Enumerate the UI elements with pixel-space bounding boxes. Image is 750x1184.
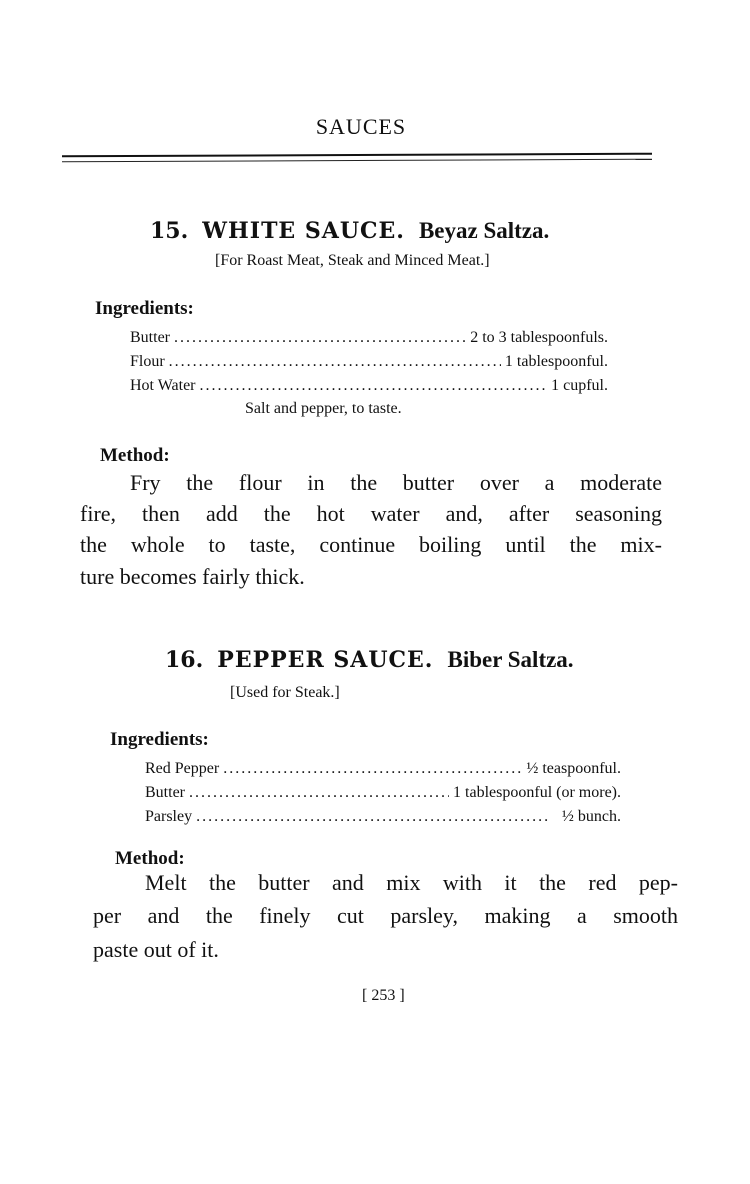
method-line: Melt the butter and mix with it the red pep- [145, 870, 678, 895]
method-label: Method: [100, 445, 170, 466]
dot-leader [169, 353, 501, 371]
ingredient-row [130, 329, 608, 347]
ingredient-name: Butter [130, 329, 170, 346]
dot-leader [189, 784, 449, 802]
ingredients-label: Ingredients: [110, 729, 209, 750]
recipe-turkish-name: Biber Saltza. [447, 647, 574, 672]
recipe-note: [Used for Steak.] [230, 684, 340, 701]
method-line: Fry the flour in the butter over a moderate [130, 470, 662, 495]
recipe-title: WHITE SAUCE. [202, 218, 405, 244]
ingredient-name: Red Pepper [145, 760, 220, 777]
recipe-title: PEPPER SAUCE. [217, 647, 434, 673]
dot-leader [196, 808, 558, 826]
method-line: ture becomes fairly thick. [80, 564, 305, 589]
ingredient-row [145, 760, 621, 778]
recipe-number: 15. [150, 218, 189, 244]
ingredients-label: Ingredients: [95, 298, 194, 319]
method-line: the whole to taste, continue boiling until the mix- [80, 532, 662, 557]
ingredient-row [145, 784, 621, 802]
recipe-heading [165, 647, 574, 673]
header-rule-thin [62, 159, 652, 163]
method-line: per and the finely cut parsley, making a smooth [93, 903, 678, 928]
header-rule [62, 153, 652, 158]
recipe-heading [150, 218, 549, 244]
seasoning-note: Salt and pepper, to taste. [245, 400, 402, 417]
ingredient-row [130, 377, 608, 395]
method-label: Method: [115, 848, 185, 869]
ingredient-row [145, 808, 621, 826]
ingredient-amount: ½ teaspoonful. [526, 760, 621, 777]
method-line: fire, then add the hot water and, after seasoning [80, 501, 662, 526]
ingredient-row [130, 353, 608, 371]
ingredient-name: Flour [130, 353, 165, 370]
recipe-number: 16. [165, 647, 204, 673]
dot-leader [200, 377, 548, 395]
ingredient-amount: 1 tablespoonful (or more). [453, 784, 621, 801]
page-number: [ 253 ] [362, 987, 405, 1004]
method-line: paste out of it. [93, 937, 219, 962]
ingredient-amount: ½ bunch. [561, 808, 621, 825]
ingredient-amount: 1 cupful. [551, 377, 608, 394]
recipe-turkish-name: Beyaz Saltza. [418, 218, 550, 243]
ingredient-amount: 1 tablespoonful. [504, 353, 608, 370]
recipe-note: [For Roast Meat, Steak and Minced Meat.] [215, 252, 490, 269]
ingredient-name: Hot Water [130, 377, 196, 394]
ingredient-amount: 2 to 3 tablespoonfuls. [470, 329, 608, 346]
ingredient-name: Parsley [145, 808, 193, 825]
running-head: SAUCES [315, 114, 407, 139]
dot-leader [174, 329, 466, 347]
dot-leader [223, 760, 522, 778]
ingredient-name: Butter [145, 784, 185, 801]
